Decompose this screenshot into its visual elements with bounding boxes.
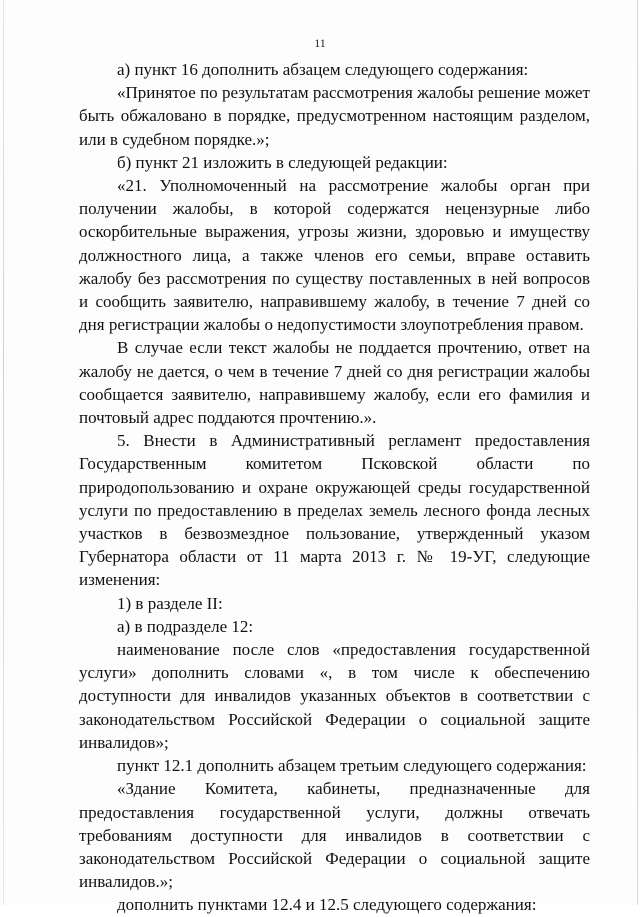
paragraph-unreadable-complaint: В случае если текст жалобы не поддается прочтению, ответ на жалобу не дается, о чем в течение 7 дней со дня регистрации жалобы сообщается заявителю, направившему жалобу, если его фамилия и почтовый адрес поддаются прочтению.».: [79, 338, 590, 428]
paragraph-item-5: 5. Внести в Административный регламент предоставления Государственным комитетом Псковской области по природопользованию и охране окружающей среды государственной услуги по предоставлению в пределах земель лесного фонда лесных участков в безвозмездное пользование, утвержденный указом Губернатора области от 11 марта 2013 г. № 19-УГ, следующие изменения:: [79, 431, 590, 590]
paragraph-item-12-1: пункт 12.1 дополнить абзацем третьим следующего содержания:: [117, 756, 587, 776]
paragraph-quote-appeal: «Принятое по результатам рассмотрения жалобы решение может быть обжаловано в порядке, предусмотренном настоящим разделом, или в судебном порядке.»;: [79, 83, 590, 149]
document-body: [79, 58, 590, 917]
paragraph-item-21: «21. Уполномоченный на рассмотрение жалобы орган при получении жалобы, в которой содержатся нецензурные либо оскорбительные выражения, угрозы жизни, здоровью и имуществу должностного лица, а также членов его семьи, вправе оставить жалобу без рассмотрения по существу поставленных в ней вопросов и сообщить заявителю, направившему жалобу, в течение 7 дней со дня регистрации жалобы о недопустимости злоупотребления правом.: [79, 176, 590, 335]
paragraph-section-ii: 1) в разделе II:: [117, 593, 223, 613]
page-number: 11: [314, 36, 326, 50]
scan-left-edge: [3, 0, 4, 905]
scan-right-edge: [637, 0, 638, 905]
paragraph-amend-21: б) пункт 21 изложить в следующей редакции:: [117, 152, 448, 172]
paragraph-subsection-12: а) в подразделе 12:: [117, 616, 254, 636]
paragraph-amend-16: а) пункт 16 дополнить абзацем следующего содержания:: [117, 60, 529, 79]
paragraph-quote-building: «Здание Комитета, кабинеты, предназначенные для предоставления государственной услуги, должны отвечать требованиям доступности для инвалидов в соответствии с законодательством Российской Федерации о социальной защите инвалидов.»;: [79, 779, 590, 892]
paragraph-items-12-4-12-5: дополнить пунктами 12.4 и 12.5 следующего содержания:: [117, 895, 537, 915]
paragraph-title-amendment: наименование после слов «предоставления государственной услуги» дополнить словами «, в том числе к обеспечению доступности для инвалидов указанных объектов в соответствии с законодательством Российской Федерации о социальной защите инвалидов»;: [79, 640, 590, 752]
